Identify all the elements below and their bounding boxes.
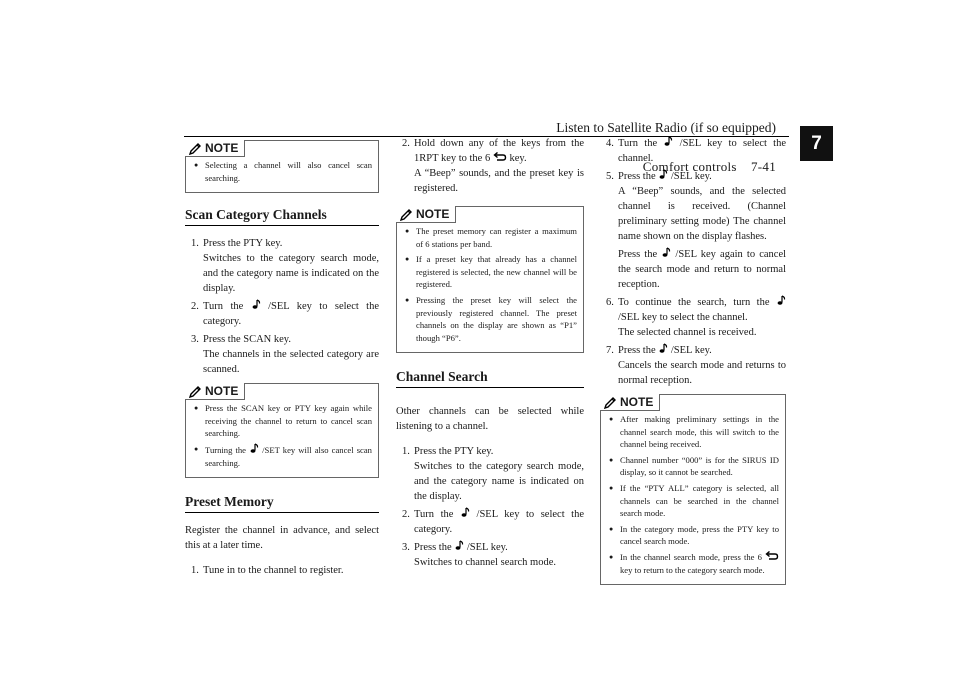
section-title-scan-category: Scan Category Channels [185,207,379,226]
step-item: 1. Press the PTY key. Switches to the category search mode, and the category name is indicated on the display. [191,238,379,295]
note-label: NOTE [205,140,239,155]
note-box [185,140,379,193]
step-item: 3. Press the SCAN key. The channels in the selected category are scanned. [191,334,379,376]
note-item: ● Turning the /SET key will also cancel scan searching. [194,443,372,469]
note-item: ● The preset memory can register a maximum of 6 stations per band. [405,225,577,250]
step-item: 6. To continue the search, turn the /SEL key to select the channel. The selected channel is received. [600,295,786,340]
step-item: 5. Press the /SEL key. A “Beep” sounds, and the selected channel is received. (Channel preliminary setting mode) The channel name shown on the display flashes. Press the /SEL key again to cancel the search mode and return to normal reception. [606,171,787,290]
step-item: 3. Press the /SEL key. Switches to channel search mode. [402,542,556,569]
tune-knob-icon [663,136,673,147]
note-item: ● Selecting a channel will also cancel scan searching. [194,159,372,184]
step-item: 7. Press the /SEL key. Cancels the search mode and returns to normal reception. [606,345,786,386]
note-item: ● In the channel search mode, press the 6 key to return to the category search mode. [609,551,779,576]
note-box [396,206,584,353]
step-item: 2. Hold down any of the keys from the 1RPT key to the 6 key. A “Beep” sounds, and the preset key is registered. [402,138,584,194]
paragraph: Register the channel in advance, and select this at a later time. [185,525,379,552]
note-box [185,383,379,478]
section-title-preset-memory: Preset Memory [185,494,379,513]
note-pencil-icon [189,385,202,398]
column-middle [396,136,584,573]
note-header [185,383,245,400]
return-arrow-icon [765,551,779,561]
note-item: ● After making preliminary settings in the channel search mode, this will switch to the channel being received. [609,413,779,451]
running-header-title: Listen to Satellite Radio (if so equipped) [556,120,776,135]
note-pencil-icon [604,396,617,409]
note-item: ● In the category mode, press the PTY key to cancel search mode. [609,523,779,548]
column-left [185,140,379,581]
note-item: ● Pressing the preset key will select the previously registered channel. The preset channels on the display are shown as “P1” though “P6”. [405,294,577,344]
note-pencil-icon [189,142,202,155]
step-item: 4. Turn the /SEL key to select the channel. [606,138,786,164]
footer-section: Comfort controls [642,159,737,174]
note-label: NOTE [205,383,239,398]
step-item: 2. Turn the /SEL key to select the category. [402,509,585,536]
note-header [396,206,456,223]
return-arrow-icon [493,152,507,162]
column-right [600,136,786,585]
note-label: NOTE [416,206,450,221]
note-item: ● If a preset key that already has a channel registered is selected, the new channel will be registered. [405,253,577,291]
note-header [185,140,245,157]
chapter-tab: 7 [800,126,833,161]
paragraph: Other channels can be selected while listening to a channel. [396,406,584,433]
step-item: 1. Tune in to the channel to register. [191,565,344,577]
tune-knob-icon [249,443,259,454]
note-item: ● Press the SCAN key or PTY key again while receiving the channel to return to cancel scan searching. [194,402,372,440]
section-title-channel-search: Channel Search [396,369,584,388]
tune-knob-icon [454,540,464,551]
note-item: ● If the “PTY ALL” category is selected, all channels can be searched in the channel search mode. [609,482,779,520]
tune-knob-icon [776,295,786,306]
tune-knob-icon [658,169,668,180]
note-pencil-icon [400,208,413,221]
tune-knob-icon [251,299,261,310]
note-label: NOTE [620,394,654,409]
tune-knob-icon [460,507,470,518]
note-item: ● Channel number “000” is for the SIRUS ID display, so it cannot be searched. [609,454,779,479]
tune-knob-icon [661,247,671,258]
footer-page-number: 7-41 [750,159,776,174]
note-header [600,394,660,411]
step-item: 1. Press the PTY key. Switches to the category search mode, and the category name is indicated on the display. [402,446,584,503]
tune-knob-icon [658,343,668,354]
step-item: 2. Turn the /SEL key to select the category. [191,301,380,328]
note-box [600,394,786,585]
